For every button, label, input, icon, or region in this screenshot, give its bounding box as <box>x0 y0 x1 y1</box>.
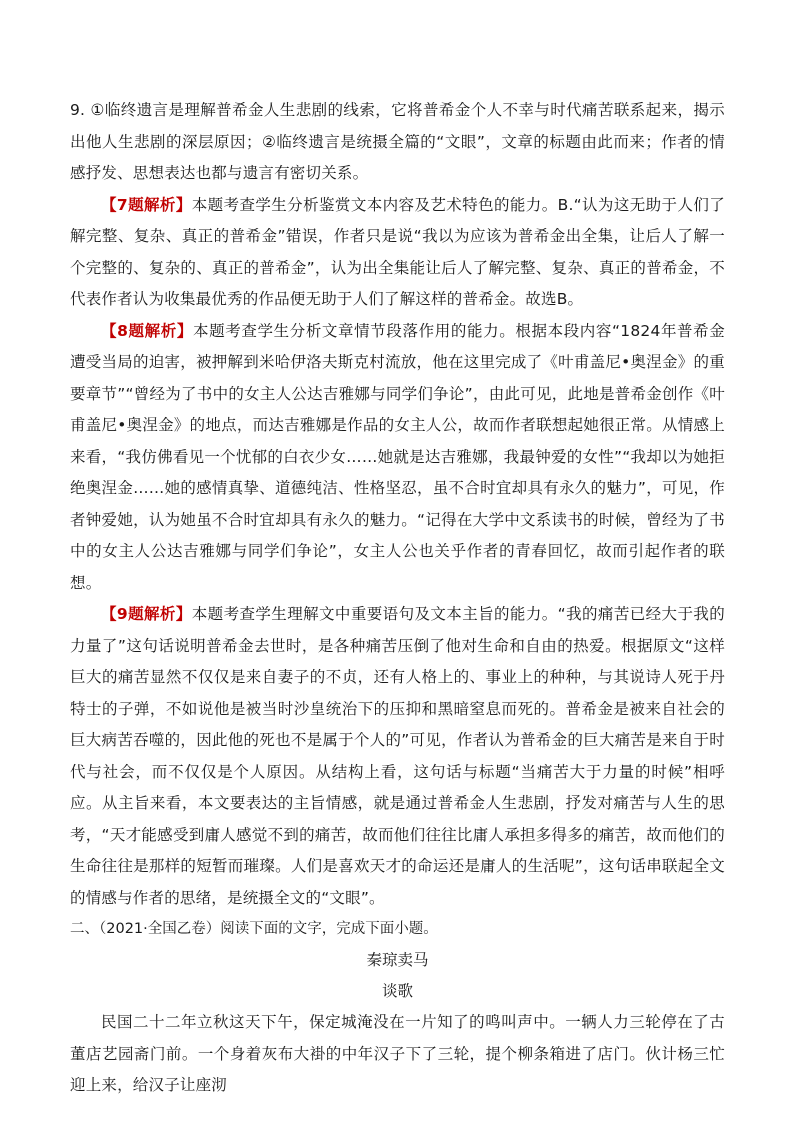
story-title: 秦琼卖马 <box>366 951 429 969</box>
analysis-8 <box>70 316 725 600</box>
analysis-9-tag: 【9题解析】 <box>101 605 192 623</box>
section-heading: 二、（2021·全国乙卷）阅读下面的文字，完成下面小题。 <box>70 921 438 937</box>
answer-9: 9. ①临终遗言是理解普希金人生悲剧的线索，它将普希金个人不幸与时代痛苦联系起来，揭示出他人生悲剧的深层原因；②临终遗言是统摄全篇的“文眼”，文章的标题由此而来；作者的情感抒发、思想表达也都与遗言有密切关系。 <box>70 101 725 182</box>
analysis-7-tag: 【7题解析】 <box>101 195 192 214</box>
story-author: 谈歌 <box>381 982 413 1000</box>
document-content <box>70 95 725 1102</box>
analysis-9 <box>70 599 725 914</box>
analysis-9-text: 本题考查学生理解文中重要语句及文本主旨的能力。“我的痛苦已经大于我的力量了”这句话说明普希金去世时，是各种痛苦压倒了他对生命和自由的热爱。根据原文“这样巨大的痛苦显然不仅仅是来自妻子的不贞，还有人格上的、事业上的种种，与其说诗人死于丹特士的子弹，不如说他是被当时沙皇统治下的压抑和黑暗窒息而死的。普希金是被来自社会的巨大病苦吞噬的，因此他的死也不是属于个人的”可见，作者认为普希金的巨大痛苦是来自于时代与社会，而不仅仅是个人原因。从结构上看，这句话与标题“当痛苦大于力量的时候”相呼应。从主旨来看，本文要表达的主旨情感，就是通过普希金人生悲剧，抒发对痛苦与人生的思考，“天才能感受到庸人感觉不到的痛苦，故而他们往往比庸人承担多得多的痛苦，故而他们的生命往往是那样的短暂而璀璨。人们是喜欢天才的命运还是庸人的生活呢”，这句话串联起全文的情感与作者的思绪，是统摄全文的“文眼”。 <box>70 605 725 907</box>
analysis-8-text: 本题考查学生分析文章情节段落作用的能力。根据本段内容“1824年普希金遭受当局的迫害，被押解到米哈伊洛夫斯克村流放，他在这里完成了《叶甫盖尼•奥涅金》的重要章节”“曾经为了书中的女主人公达吉雅娜与同学们争论”，由此可见，此地是普希金创作《叶甫盖尼•奥涅金》的地点，而达吉雅娜是作品的女主人公，故而作者联想起她很正常。从情感上来看，“我仿佛看见一个忧郁的白衣少女……她就是达吉雅娜，我最钟爱的女性”“我却以为她拒绝奥涅金……她的感情真挚、道德纯洁、性格坚忍，虽不合时宜却具有永久的魅力”，可见，作者钟爱她，认为她虽不合时宜却具有永久的魅力。“记得在大学中文系读书的时候，曾经为了书中的女主人公达吉雅娜与同学们争论”，女主人公也关乎作者的青春回忆，故而引起作者的联想。 <box>70 321 725 592</box>
analysis-7 <box>70 190 725 316</box>
analysis-7-text: 本题考查学生分析鉴赏文本内容及艺术特色的能力。B.“认为这无助于人们了解完整、复杂、真正的普希金”错误，作者只是说“我以为应该为普希金出全集，让后人了解一个完整的、复杂的、真正的普希金”，认为出全集能让后人了解完整、复杂、真正的普希金，不代表作者认为收集最优秀的作品便无助于人们了解这样的普希金。故选B。 <box>70 195 725 308</box>
analysis-8-tag: 【8题解析】 <box>101 321 193 340</box>
story-paragraph: 民国二十二年立秋这天下午，保定城淹没在一片知了的鸣叫声中。一辆人力三轮停在了古董店艺园斋门前。一个身着灰布大褂的中年汉子下了三轮，提个柳条箱进了店门。伙计杨三忙迎上来，给汉子让座沏 <box>70 1013 725 1094</box>
